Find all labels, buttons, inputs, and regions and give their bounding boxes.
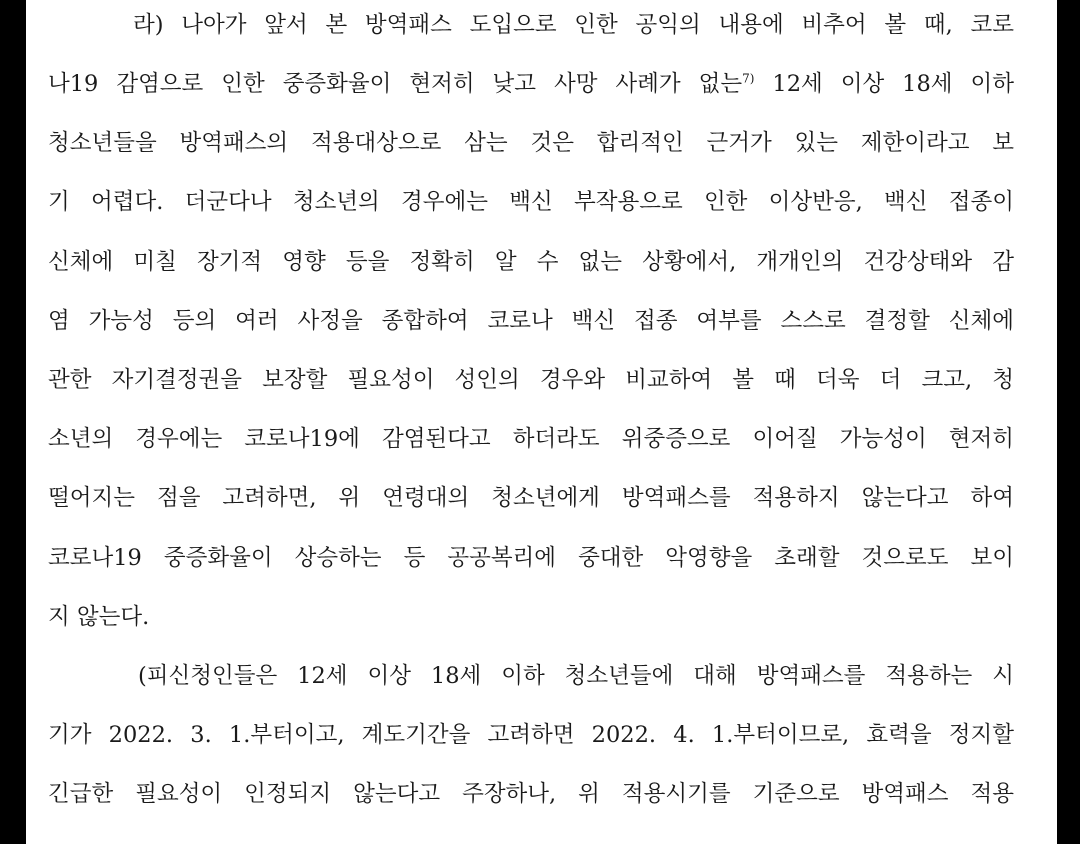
paragraph-1-line-3: 청소년들을 방역패스의 적용대상으로 삼는 것은 합리적인 근거가 있는 제한이라고 보 (48, 130, 1014, 156)
paragraph-1-line-1: 라) 나아가 앞서 본 방역패스 도입으로 인한 공익의 내용에 비추어 볼 때, 코로 (133, 12, 1014, 38)
paragraph-1-line-4: 기 어렵다. 더군다나 청소년의 경우에는 백신 부작용으로 인한 이상반응, 백신 접종이 (48, 189, 1014, 215)
paragraph-1-line-7: 관한 자기결정권을 보장할 필요성이 성인의 경우와 비교하여 볼 때 더욱 더 크고, 청 (48, 367, 1014, 393)
paragraph-2-line-3: 긴급한 필요성이 인정되지 않는다고 주장하나, 위 적용시기를 기준으로 방역패스 적용 (48, 781, 1014, 807)
paragraph-1-line-6: 염 가능성 등의 여러 사정을 종합하여 코로나 백신 접종 여부를 스스로 결정할 신체에 (48, 308, 1014, 334)
document-page (26, 0, 1057, 844)
paragraph-1-line-10: 코로나19 중증화율이 상승하는 등 공공복리에 중대한 악영향을 초래할 것으로도 보이 (48, 545, 1014, 571)
paragraph-1-line-9: 떨어지는 점을 고려하면, 위 연령대의 청소년에게 방역패스를 적용하지 않는다고 하여 (48, 485, 1014, 511)
paragraph-2-line-2: 기가 2022. 3. 1.부터이고, 계도기간을 고려하면 2022. 4. 1.부터이므로, 효력을 정지할 (48, 722, 1014, 748)
paragraph-1-line-2 (48, 69, 1014, 99)
paragraph-1-line-2-tail: 12세 이상 18세 이하 (772, 71, 1014, 97)
footnote-marker[interactable]: 7) (742, 71, 755, 86)
paragraph-1-line-2-text: 나19 감염으로 인한 중증화율이 현저히 낮고 사망 사례가 없는 (48, 71, 743, 97)
paragraph-2-line-1: (피신청인들은 12세 이상 18세 이하 청소년들에 대해 방역패스를 적용하는 시 (138, 663, 1014, 689)
paragraph-1-line-11: 지 않는다. (48, 604, 150, 630)
paragraph-1-line-8: 소년의 경우에는 코로나19에 감염된다고 하더라도 위중증으로 이어질 가능성이 현저히 (48, 426, 1014, 452)
paragraph-1-line-5: 신체에 미칠 장기적 영향 등을 정확히 알 수 없는 상황에서, 개개인의 건강상태와 감 (48, 249, 1014, 275)
